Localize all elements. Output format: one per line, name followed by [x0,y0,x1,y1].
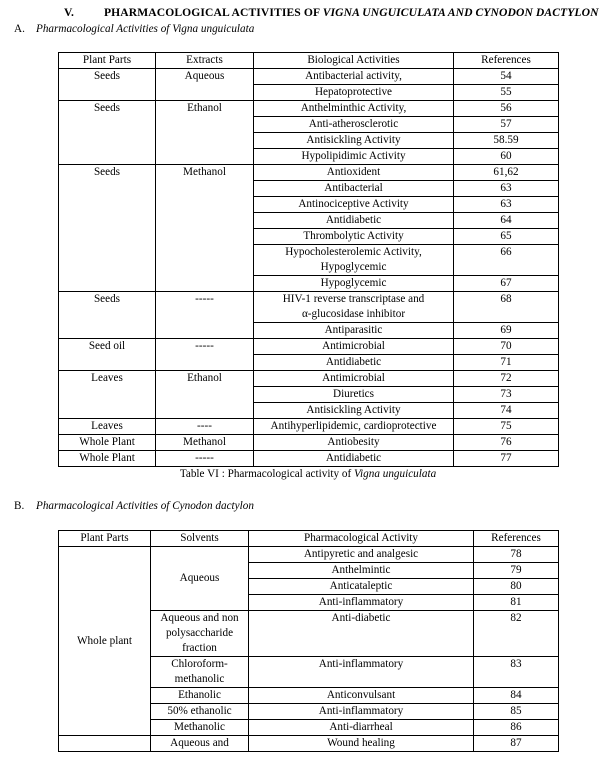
header-references: References [454,53,559,69]
reference-cell: 85 [474,704,559,720]
reference-cell: 67 [454,276,559,292]
activity-cell: Anthelminthic Activity, [254,101,454,117]
reference-cell: 72 [454,371,559,387]
section-heading-species: VIGNA UNGUICULATA AND CYNODON DACTYLON [322,6,599,19]
plant-part-cell: Seeds [59,165,156,292]
section-number: V. [64,6,74,19]
solvent-cell: Methanolic [151,720,249,736]
subsection-a-title [14,23,254,35]
table-row [59,339,559,355]
activity-cell: Antipyretic and analgesic [249,547,474,563]
activity-cell: Anti-inflammatory [249,704,474,720]
activity-cell: Antioxident [254,165,454,181]
reference-cell: 87 [474,736,559,752]
table-row [59,435,559,451]
activity-cell-line: Hypocholesterolemic Activity, [285,246,422,258]
reference-cell: 63 [454,197,559,213]
header-biological-activities: Biological Activities [254,53,454,69]
subsection-b-text: Pharmacological Activities of Cynodon dactylon [36,500,254,512]
subsection-b-letter: B. [14,500,25,512]
activity-cell: Antimicrobial [254,339,454,355]
activity-cell: Anti-inflammatory [249,657,474,688]
activity-cell: Anticataleptic [249,579,474,595]
extract-cell: ----- [156,451,254,467]
table-caption [0,468,616,480]
header-references: References [474,531,559,547]
activity-cell: Anthelmintic [249,563,474,579]
activity-cell: Antidiabetic [254,355,454,371]
reference-cell: 64 [454,213,559,229]
table-header-row [59,53,559,69]
plant-part-cell: Whole Plant [59,451,156,467]
solvent-cell [151,657,249,688]
reference-cell: 75 [454,419,559,435]
reference-cell: 54 [454,69,559,85]
reference-cell: 81 [474,595,559,611]
activity-cell: Thrombolytic Activity [254,229,454,245]
activity-cell: Anti-atherosclerotic [254,117,454,133]
extract-cell: Methanol [156,435,254,451]
extract-cell: Ethanol [156,371,254,419]
section-heading-text: PHARMACOLOGICAL ACTIVITIES OF [104,6,323,19]
activity-cell: Antinociceptive Activity [254,197,454,213]
reference-cell: 68 [454,292,559,323]
reference-cell: 69 [454,323,559,339]
activity-cell-line: Hypoglycemic [320,261,387,273]
extract-cell: ----- [156,292,254,339]
header-plant-parts: Plant Parts [59,53,156,69]
activity-cell: Hypoglycemic [254,276,454,292]
extract-cell: Ethanol [156,101,254,165]
caption-species: Vigna unguiculata [354,468,437,480]
table-row [59,371,559,387]
header-pharmacological-activity: Pharmacological Activity [249,531,474,547]
reference-cell: 71 [454,355,559,371]
extract-cell: ---- [156,419,254,435]
activity-cell-line: α-glucosidase inhibitor [301,308,406,320]
solvent-cell: Aqueous and [151,736,249,752]
extract-cell: Aqueous [156,69,254,101]
reference-cell: 60 [454,149,559,165]
subsection-a-letter: A. [14,23,25,35]
plant-part-cell: Seeds [59,292,156,339]
reference-cell: 77 [454,451,559,467]
reference-cell: 58.59 [454,133,559,149]
solvent-cell-line: fraction [182,642,217,654]
activity-cell: Antisickling Activity [254,403,454,419]
activity-cell: Anti-diarrheal [249,720,474,736]
extract-cell: Methanol [156,165,254,292]
plant-part-cell: Seeds [59,101,156,165]
reference-cell: 56 [454,101,559,117]
activity-cell: Antihyperlipidemic, cardioprotective [254,419,454,435]
activity-cell: Antimicrobial [254,371,454,387]
reference-cell: 86 [474,720,559,736]
activity-cell: Hepatoprotective [254,85,454,101]
reference-cell: 83 [474,657,559,688]
table-row [59,292,559,323]
extract-cell: ----- [156,339,254,371]
reference-cell: 70 [454,339,559,355]
activity-cell: Anticonvulsant [249,688,474,704]
table-header-row [59,531,559,547]
solvent-cell-line: methanolic [174,673,225,685]
solvent-cell-line: Chloroform- [171,658,228,670]
table-row [59,419,559,435]
activity-cell: Diuretics [254,387,454,403]
activity-cell: Antiparasitic [254,323,454,339]
solvent-cell-line: polysaccharide [165,627,234,639]
header-plant-parts: Plant Parts [59,531,151,547]
plant-part-cell: Leaves [59,371,156,419]
activity-cell-line: HIV-1 reverse transcriptase and [282,293,425,305]
activity-cell: Hypolipidimic Activity [254,149,454,165]
header-extracts: Extracts [156,53,254,69]
cynodon-activities-table [58,530,559,752]
activity-cell: Antidiabetic [254,451,454,467]
solvent-cell: Aqueous [151,547,249,611]
caption-text: Table VI : Pharmacological activity of [179,468,355,480]
table-row [59,101,559,117]
plant-part-cell: Seeds [59,69,156,101]
solvent-cell: 50% ethanolic [151,704,249,720]
reference-cell: 76 [454,435,559,451]
activity-cell [254,292,454,323]
reference-cell: 55 [454,85,559,101]
activity-cell: Anti-diabetic [249,611,474,657]
reference-cell: 78 [474,547,559,563]
table-row [59,69,559,85]
solvent-cell: Ethanolic [151,688,249,704]
reference-cell: 73 [454,387,559,403]
section-heading [64,6,599,19]
vigna-activities-table [58,52,559,467]
table-row [59,736,559,752]
reference-cell: 65 [454,229,559,245]
reference-cell: 63 [454,181,559,197]
reference-cell: 79 [474,563,559,579]
reference-cell: 66 [454,245,559,276]
activity-cell: Anti-inflammatory [249,595,474,611]
solvent-cell-line: Aqueous and non [160,612,239,624]
reference-cell: 57 [454,117,559,133]
empty-plant-cell [59,736,151,752]
reference-cell: 84 [474,688,559,704]
reference-cell: 61,62 [454,165,559,181]
activity-cell: Wound healing [249,736,474,752]
table-row [59,451,559,467]
reference-cell: 80 [474,579,559,595]
table-row [59,547,559,563]
activity-cell: Antisickling Activity [254,133,454,149]
reference-cell: 82 [474,611,559,657]
plant-part-cell: Whole Plant [59,435,156,451]
activity-cell: Antiobesity [254,435,454,451]
subsection-b-title [14,500,254,512]
solvent-cell [151,611,249,657]
header-solvents: Solvents [151,531,249,547]
activity-cell [254,245,454,276]
plant-part-cell: Leaves [59,419,156,435]
plant-part-cell: Seed oil [59,339,156,371]
activity-cell: Antibacterial activity, [254,69,454,85]
reference-cell: 74 [454,403,559,419]
subsection-a-text: Pharmacological Activities of Vigna unguiculata [36,23,255,35]
activity-cell: Antidiabetic [254,213,454,229]
plant-part-cell: Whole plant [59,547,151,736]
activity-cell: Antibacterial [254,181,454,197]
table-row [59,165,559,181]
